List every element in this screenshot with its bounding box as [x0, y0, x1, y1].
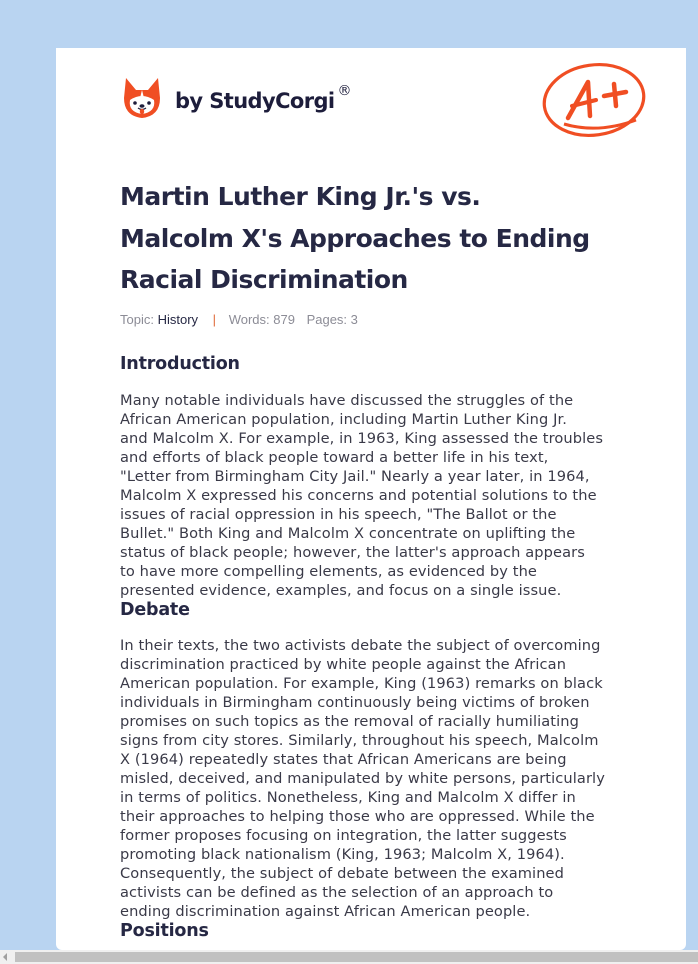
meta-separator: |	[212, 312, 217, 327]
text-line: their approaches to helping those who are oppressed. While the	[120, 808, 595, 825]
text-line: to have more compelling elements, as evidenced by the	[120, 563, 538, 580]
text-line: Malcolm X expressed his concerns and potential solutions to the	[120, 487, 597, 504]
introduction-paragraph	[120, 391, 640, 600]
text-line: ending discrimination against African American people.	[120, 903, 531, 920]
studycorgi-logo[interactable]	[122, 76, 352, 120]
debate-paragraph	[120, 636, 640, 921]
title-line: Racial Discrimination	[120, 265, 408, 294]
text-line: promises on such topics as the removal of racially humiliating	[120, 713, 579, 730]
text-line: signs from city stores. Similarly, throughout his speech, Malcolm	[120, 732, 599, 749]
text-line: individuals in Birmingham continuously being victims of broken	[120, 694, 590, 711]
section-heading-positions: Positions	[120, 921, 209, 941]
title-line: Malcolm X's Approaches to Ending	[120, 223, 590, 253]
title-line: Martin Luther King Jr.'s vs.	[120, 182, 481, 211]
scrollbar-thumb[interactable]	[15, 952, 698, 962]
text-line: Many notable individuals have discussed the struggles of the	[120, 392, 574, 409]
corgi-icon	[122, 76, 162, 120]
text-line: in terms of politics. Nonetheless, King and Malcolm X differ in	[120, 789, 576, 806]
scroll-left-arrow-icon[interactable]	[3, 953, 7, 961]
text-line: Consequently, the subject of debate between the examined	[120, 865, 564, 882]
text-line: African American population, including Martin Luther King Jr.	[120, 411, 568, 428]
a-plus-icon	[538, 60, 648, 140]
text-line: issues of racial oppression in his speech, "The Ballot or the	[120, 506, 557, 523]
word-count: Words: 879	[228, 312, 295, 327]
text-line: presented evidence, examples, and focus on a single issue.	[120, 582, 562, 599]
registered-mark: ®	[337, 83, 352, 99]
text-line: misled, deceived, and manipulated by white persons, particularly	[120, 770, 605, 787]
text-line: status of black people; however, the latter's approach appears	[120, 544, 585, 561]
logo-text: by StudyCorgi	[175, 89, 335, 113]
text-line: promoting black nationalism (King, 1963; Malcolm X, 1964).	[120, 846, 565, 863]
text-line: American population. For example, King (1963) remarks on black	[120, 675, 603, 692]
text-line: activists can be defined as the selection of an approach to	[120, 884, 554, 901]
page-count: Pages: 3	[306, 312, 358, 327]
text-line: and Malcolm X. For example, in 1963, King assessed the troubles	[120, 430, 604, 447]
topic-label: Topic:	[120, 312, 154, 327]
text-line: and efforts of black people toward a better life in his text,	[120, 449, 549, 466]
text-line: X (1964) repeatedly states that African Americans are being	[120, 751, 567, 768]
topic-link[interactable]: History	[157, 312, 199, 327]
section-heading-debate: Debate	[120, 600, 190, 620]
text-line: "Letter from Birmingham City Jail." Nearly a year later, in 1964,	[120, 468, 590, 485]
text-line: former proposes focusing on integration, the latter suggests	[120, 827, 567, 844]
section-heading-introduction: Introduction	[120, 354, 240, 374]
horizontal-scrollbar[interactable]	[0, 950, 698, 964]
document-title	[120, 176, 640, 301]
text-line: discrimination practiced by white people against the African	[120, 656, 567, 673]
text-line: Bullet." Both King and Malcolm X concentrate on uplifting the	[120, 525, 576, 542]
document-meta	[120, 312, 358, 327]
document-page	[56, 48, 686, 950]
text-line: In their texts, the two activists debate the subject of overcoming	[120, 637, 601, 654]
